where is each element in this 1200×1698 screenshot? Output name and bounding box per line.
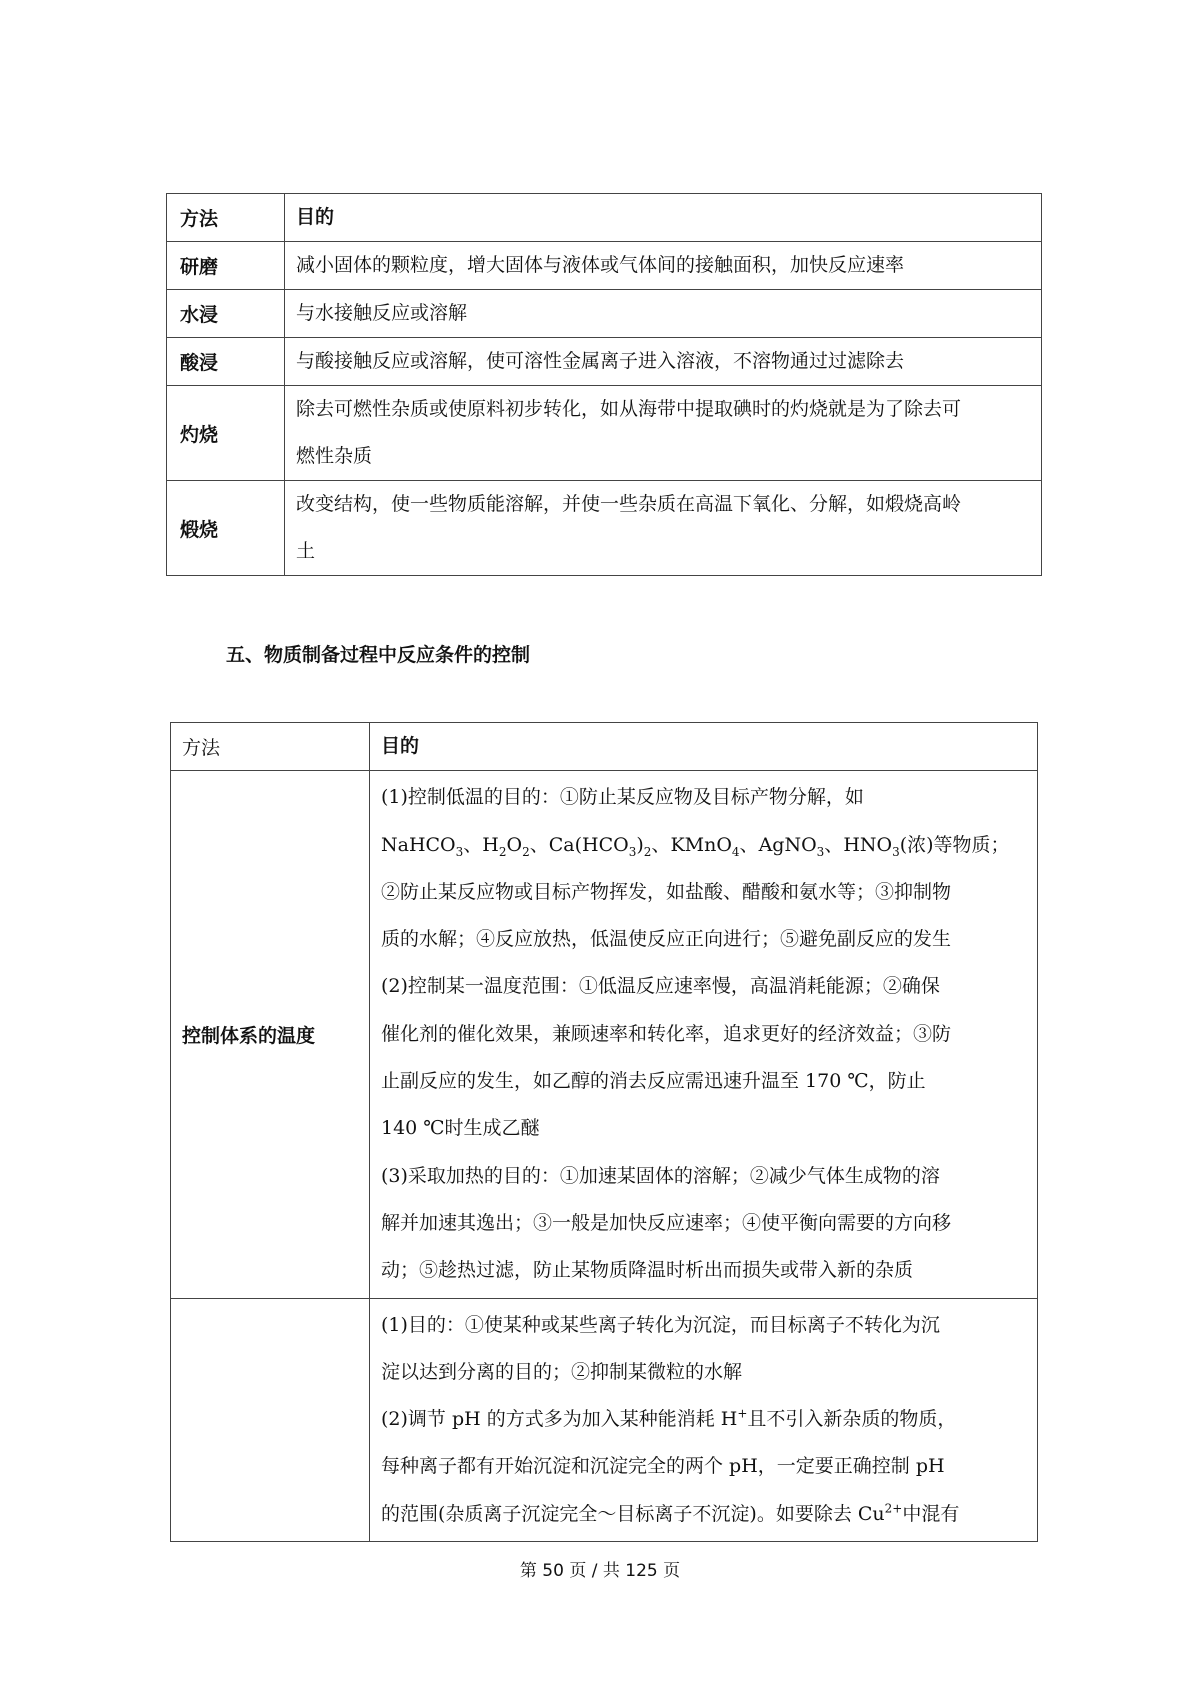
purpose-line	[381, 1396, 1029, 1443]
superscript: 2+	[884, 1501, 903, 1516]
purpose-line: (1)控制低温的目的：①防止某反应物及目标产物分解，如	[381, 786, 864, 809]
purpose-line: 催化剂的催化效果，兼顾速率和转化率，追求更好的经济效益；③防	[381, 1022, 952, 1045]
chem-subscript: 3	[455, 844, 464, 859]
text-part: 的范围(杂质离子沉淀完全～目标离子不沉淀)。如要除去 Cu	[381, 1502, 885, 1525]
chem-text: KMnO	[670, 833, 732, 856]
purpose-line: 燃性杂质	[296, 445, 373, 467]
purpose-line: 每种离子都有开始沉淀和沉淀完全的两个 pH，一定要正确控制 pH	[381, 1455, 945, 1478]
table-header-row	[171, 723, 1038, 771]
chem-text: 、	[463, 833, 483, 856]
purpose-line: 与酸接触反应或溶解，使可溶性金属离子进入溶液，不溶物通过过滤除去	[296, 350, 905, 372]
chem-text: AgNO	[758, 833, 817, 856]
purpose-line: ②防止某反应物或目标产物挥发，如盐酸、醋酸和氨水等；③抑制物	[381, 880, 952, 903]
purpose-cell	[285, 242, 1042, 290]
chem-text: )	[636, 833, 644, 856]
page-footer: 第 50 页 / 共 125 页	[519, 1561, 681, 1581]
purpose-line	[381, 1491, 1029, 1538]
purpose-line: 减小固体的颗粒度，增大固体与液体或气体间的接触面积，加快反应速率	[296, 254, 905, 276]
purpose-line: 与水接触反应或溶解	[296, 302, 468, 324]
header-purpose: 目的	[370, 723, 1038, 771]
method-cell: 灼烧	[167, 386, 285, 481]
purpose-line: 解并加速其逸出；③一般是加快反应速率；④使平衡向需要的方向移	[381, 1211, 952, 1234]
chem-text: 、	[651, 833, 671, 856]
table-row	[171, 1298, 1038, 1541]
method-cell: 酸浸	[167, 338, 285, 386]
chem-text: (浓)等物质；	[899, 833, 1010, 856]
chem-text: Ca(HCO	[548, 833, 629, 856]
chem-subscript: 2	[643, 844, 652, 859]
purpose-line: (3)采取加热的目的：①加速某固体的溶解；②减少气体生成物的溶	[381, 1164, 940, 1187]
table-header-row	[167, 194, 1042, 242]
purpose-line: 动；⑤趁热过滤，防止某物质降温时析出而损失或带入新的杂质	[381, 1259, 914, 1282]
method-cell: 水浸	[167, 290, 285, 338]
chem-subscript: 2	[498, 844, 507, 859]
purpose-cell	[285, 481, 1042, 576]
purpose-cell	[285, 338, 1042, 386]
purpose-cell	[285, 386, 1042, 481]
chemical-list-line	[381, 822, 1029, 869]
method-cell: 煅烧	[167, 481, 285, 576]
method-cell	[171, 1298, 370, 1541]
method-cell: 控制体系的温度	[171, 771, 370, 1298]
header-method: 方法	[167, 194, 285, 242]
chem-subscript: 4	[731, 844, 740, 859]
reaction-conditions-table	[170, 722, 1038, 1542]
chem-text: 、	[529, 833, 549, 856]
table-row	[167, 338, 1042, 386]
chem-subscript: 2	[522, 844, 530, 859]
purpose-cell	[285, 290, 1042, 338]
text-part: 中混有	[902, 1502, 960, 1525]
text-part: 且不引入新杂质的物质，	[747, 1408, 957, 1431]
chem-text: 、	[739, 833, 759, 856]
chem-text: O	[506, 833, 523, 856]
purpose-line: 淀以达到分离的目的；②抑制某微粒的水解	[381, 1360, 743, 1383]
chem-text: H	[482, 833, 499, 856]
chem-text: 、	[824, 833, 844, 856]
purpose-line: 除去可燃性杂质或使原料初步转化，如从海带中提取碘时的灼烧就是为了除去可	[296, 398, 962, 420]
text-part: (2)调节 pH 的方式多为加入某种能消耗 H	[381, 1408, 738, 1431]
chem-subscript: 3	[628, 844, 637, 859]
pretreatment-methods-table	[166, 193, 1042, 576]
header-method: 方法	[171, 723, 370, 771]
chem-text: NaHCO	[381, 833, 456, 856]
section-heading: 五、物质制备过程中反应条件的控制	[226, 644, 531, 666]
purpose-line: 改变结构，使一些物质能溶解，并使一些杂质在高温下氧化、分解，如煅烧高岭	[296, 493, 962, 515]
purpose-line: 土	[296, 540, 316, 562]
table-row	[167, 481, 1042, 576]
table-row	[167, 290, 1042, 338]
method-cell: 研磨	[167, 242, 285, 290]
superscript: +	[737, 1406, 748, 1421]
purpose-line: (2)控制某一温度范围：①低温反应速率慢，高温消耗能源；②确保	[381, 975, 940, 998]
header-purpose: 目的	[285, 194, 1042, 242]
table-row	[167, 242, 1042, 290]
purpose-cell	[370, 1298, 1038, 1541]
purpose-line: 140 ℃时生成乙醚	[381, 1117, 540, 1140]
chem-subscript: 3	[892, 844, 900, 859]
purpose-line: 质的水解；④反应放热，低温使反应正向进行；⑤避免副反应的发生	[381, 928, 952, 951]
purpose-cell	[370, 771, 1038, 1298]
chem-text: HNO	[843, 833, 893, 856]
table-row	[171, 771, 1038, 1298]
table-row	[167, 386, 1042, 481]
chem-subscript: 3	[816, 844, 825, 859]
purpose-line: (1)目的：①使某种或某些离子转化为沉淀，而目标离子不转化为沉	[381, 1313, 940, 1336]
purpose-line: 止副反应的发生，如乙醇的消去反应需迅速升温至 170 ℃，防止	[381, 1070, 926, 1093]
